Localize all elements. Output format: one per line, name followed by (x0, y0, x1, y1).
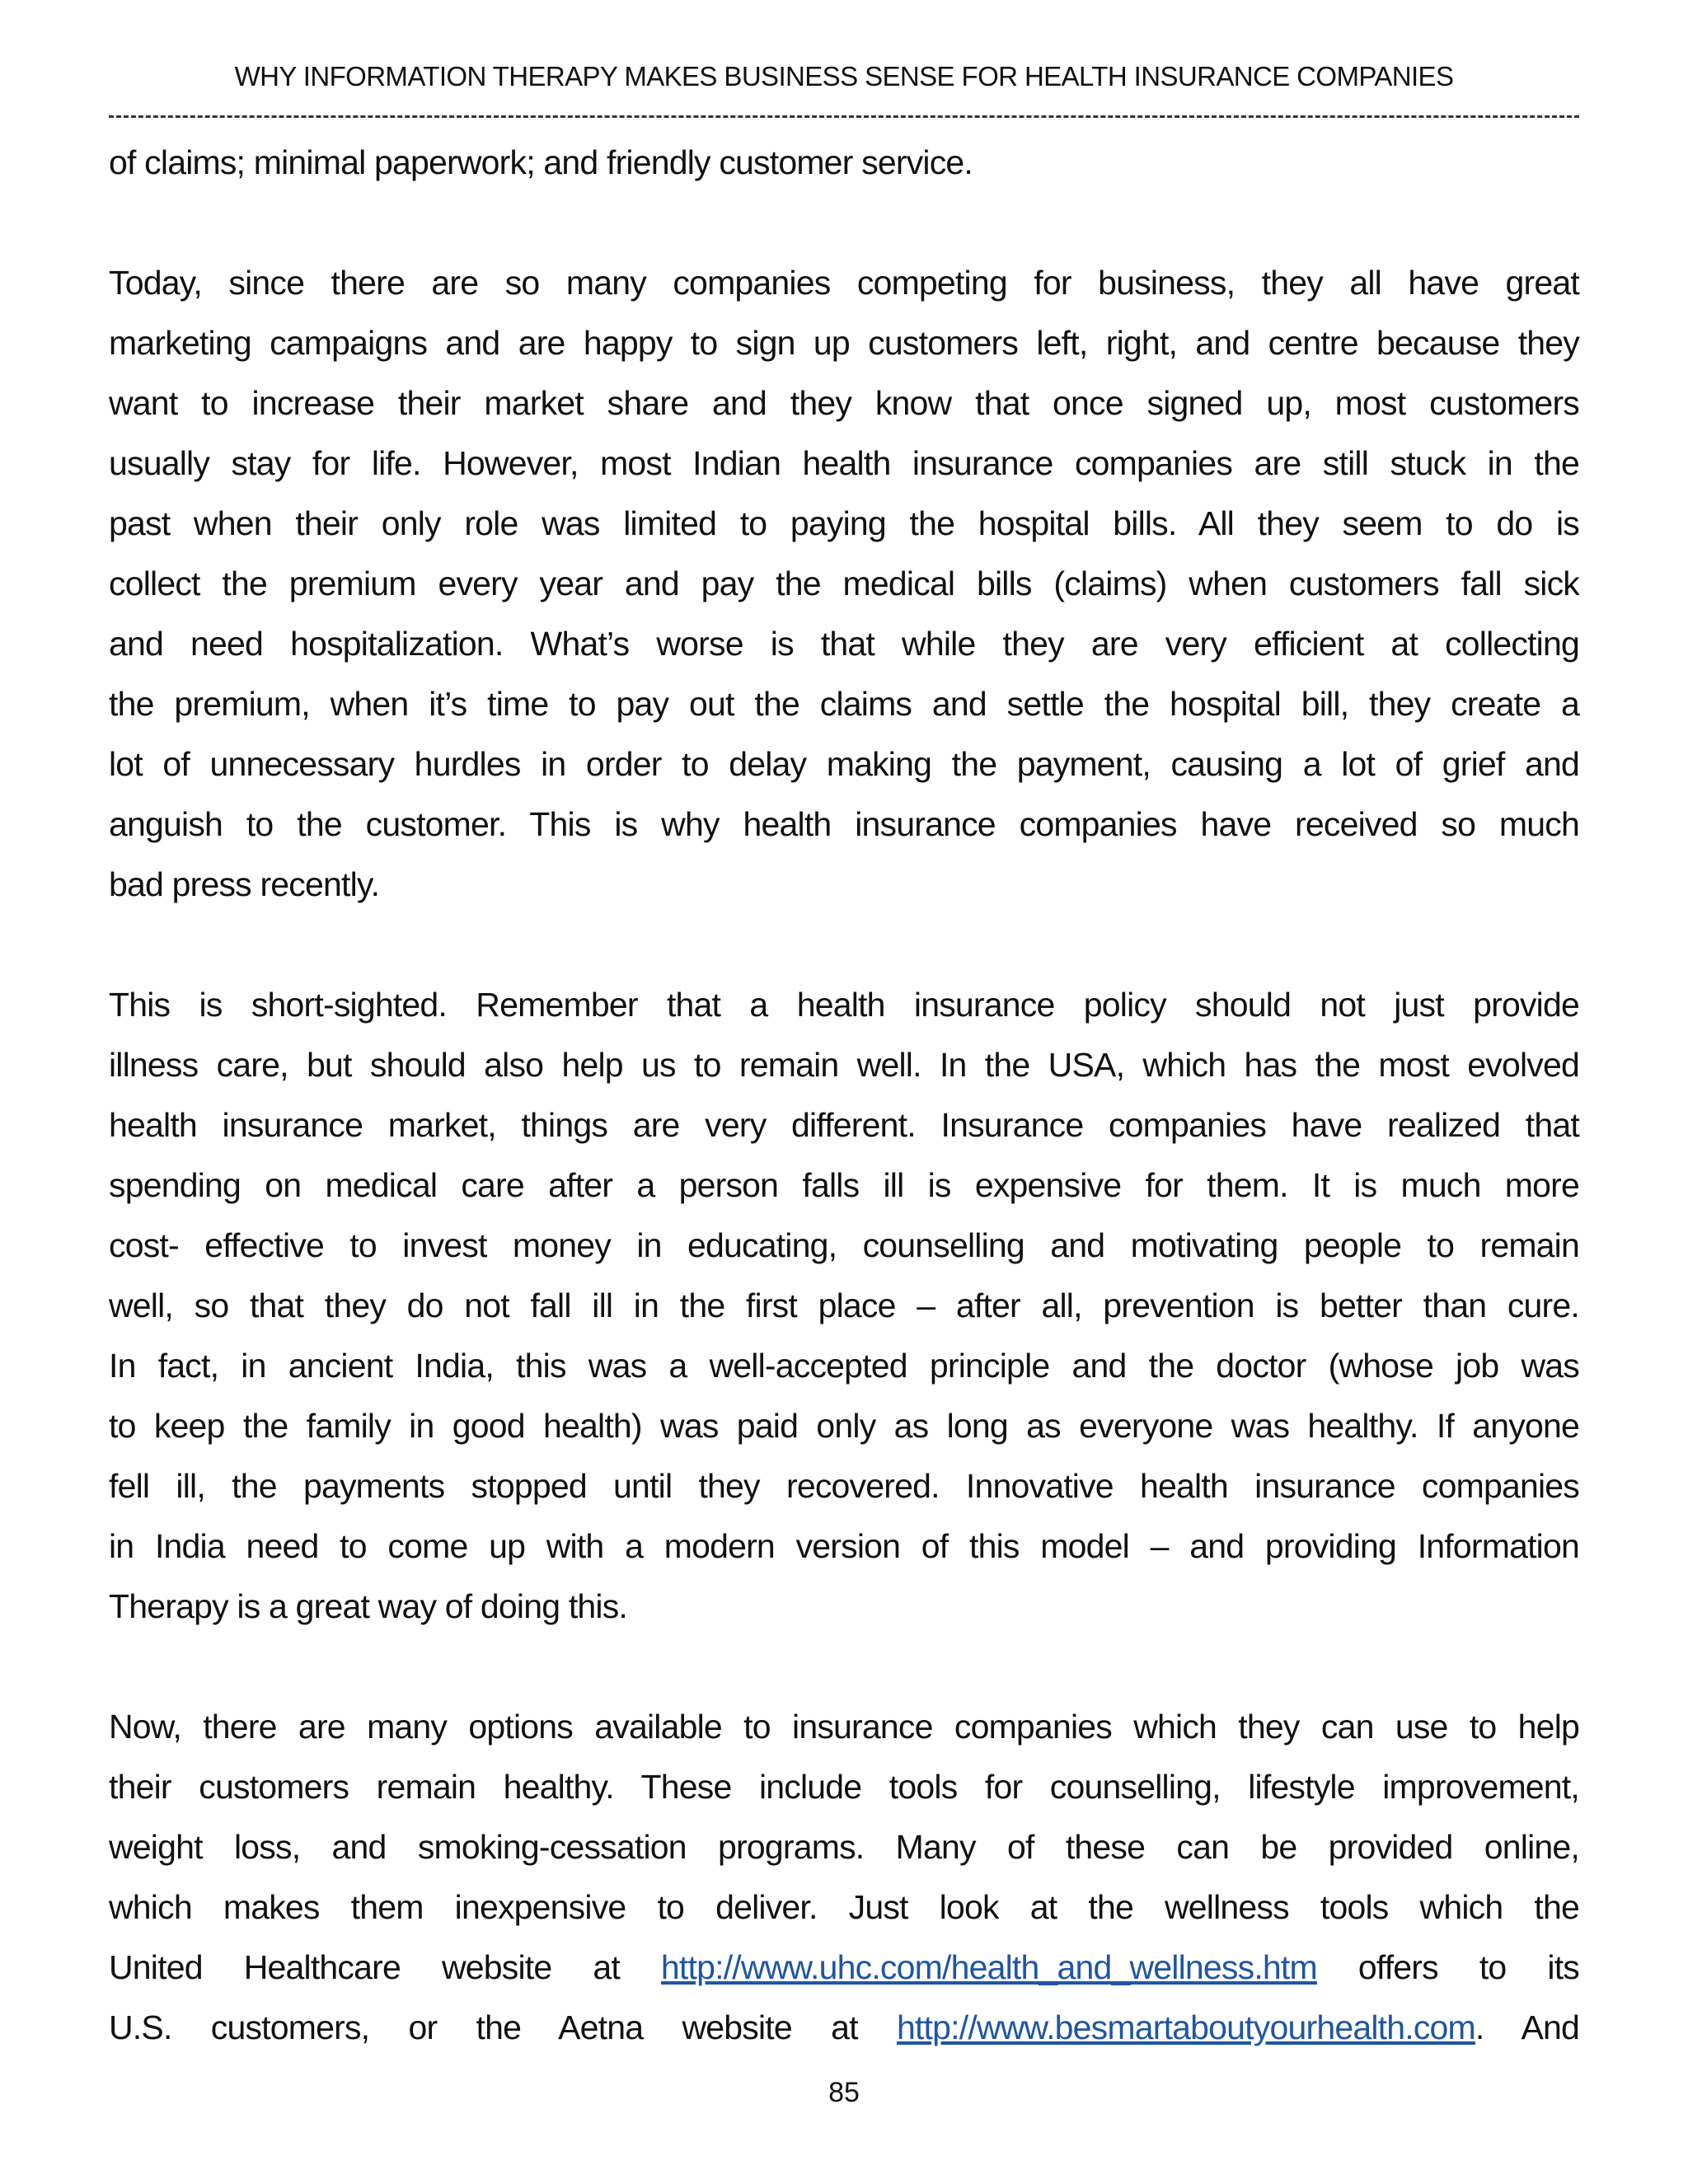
text-line: anguish to the customer. This is why health insurance companies have received so much (109, 805, 1579, 843)
text-line: of claims; minimal paperwork; and friendly customer service. (109, 143, 973, 181)
text-line: lot of unnecessary hurdles in order to delay making the payment, causing a lot of grief and (109, 745, 1579, 783)
text-line: the premium, when it’s time to pay out the claims and settle the hospital bill, they create a (109, 685, 1579, 723)
text-line: usually stay for life. However, most Indian health insurance companies are still stuck in the (109, 444, 1579, 482)
text-line: illness care, but should also help us to remain well. In the USA, which has the most evolved (109, 1046, 1579, 1084)
text-line: their customers remain healthy. These include tools for counselling, lifestyle improvement, (109, 1768, 1579, 1806)
text-line (109, 1938, 1579, 1998)
text-line: spending on medical care after a person falls ill is expensive for them. It is much more (109, 1166, 1579, 1204)
text-segment: . And (1475, 2008, 1579, 2046)
header-divider (109, 115, 1579, 118)
paragraph (109, 253, 1579, 915)
text-line (109, 1998, 1579, 2058)
text-line: in India need to come up with a modern version of this model – and providing Information (109, 1527, 1579, 1565)
text-line: Now, there are many options available to insurance companies which they can use to help (109, 1708, 1579, 1746)
text-line: to keep the family in good health) was paid only as long as everyone was healthy. If anyone (109, 1407, 1579, 1445)
text-line: cost- effective to invest money in educating, counselling and motivating people to remain (109, 1226, 1579, 1264)
uhc-link[interactable]: http://www.uhc.com/health_and_wellness.htm (660, 1948, 1317, 1986)
text-line: Today, since there are so many companies competing for business, they all have great (109, 264, 1579, 302)
text-line: health insurance market, things are very different. Insurance companies have realized that (109, 1106, 1579, 1144)
text-segment: offers to its (1316, 1948, 1579, 1986)
text-line: well, so that they do not fall ill in the first place – after all, prevention is better than cure. (109, 1286, 1579, 1324)
text-line: Therapy is a great way of doing this. (109, 1587, 628, 1625)
text-line: bad press recently. (109, 865, 380, 903)
page-number: 85 (828, 2077, 860, 2108)
text-line: which makes them inexpensive to deliver. Just look at the wellness tools which the (109, 1888, 1579, 1926)
text-segment: United Healthcare website at (109, 1948, 661, 1986)
text-line: want to increase their market share and they know that once signed up, most customers (109, 384, 1579, 422)
text-line: weight loss, and smoking-cessation programs. Many of these can be provided online, (109, 1828, 1579, 1866)
text-line: and need hospitalization. What’s worse is that while they are very efficient at collecting (109, 625, 1579, 663)
text-line: collect the premium every year and pay the medical bills (claims) when customers fall sick (109, 565, 1579, 602)
text-line: In fact, in ancient India, this was a well-accepted principle and the doctor (whose job was (109, 1347, 1579, 1385)
paragraph (109, 1697, 1579, 2058)
text-line: past when their only role was limited to paying the hospital bills. All they seem to do is (109, 504, 1579, 542)
paragraph (109, 975, 1579, 1637)
text-line: fell ill, the payments stopped until they recovered. Innovative health insurance companies (109, 1467, 1579, 1505)
page-body (109, 133, 1579, 2058)
text-line: marketing campaigns and are happy to sign up customers left, right, and centre because they (109, 324, 1579, 362)
text-line: This is short-sighted. Remember that a health insurance policy should not just provide (109, 986, 1579, 1024)
aetna-link[interactable]: http://www.besmartaboutyourhealth.com (896, 2008, 1475, 2046)
running-header: WHY INFORMATION THERAPY MAKES BUSINESS SENSE FOR HEALTH INSURANCE COMPANIES (234, 61, 1454, 91)
text-segment: U.S. customers, or the Aetna website at (109, 2008, 897, 2046)
paragraph (109, 133, 1579, 193)
